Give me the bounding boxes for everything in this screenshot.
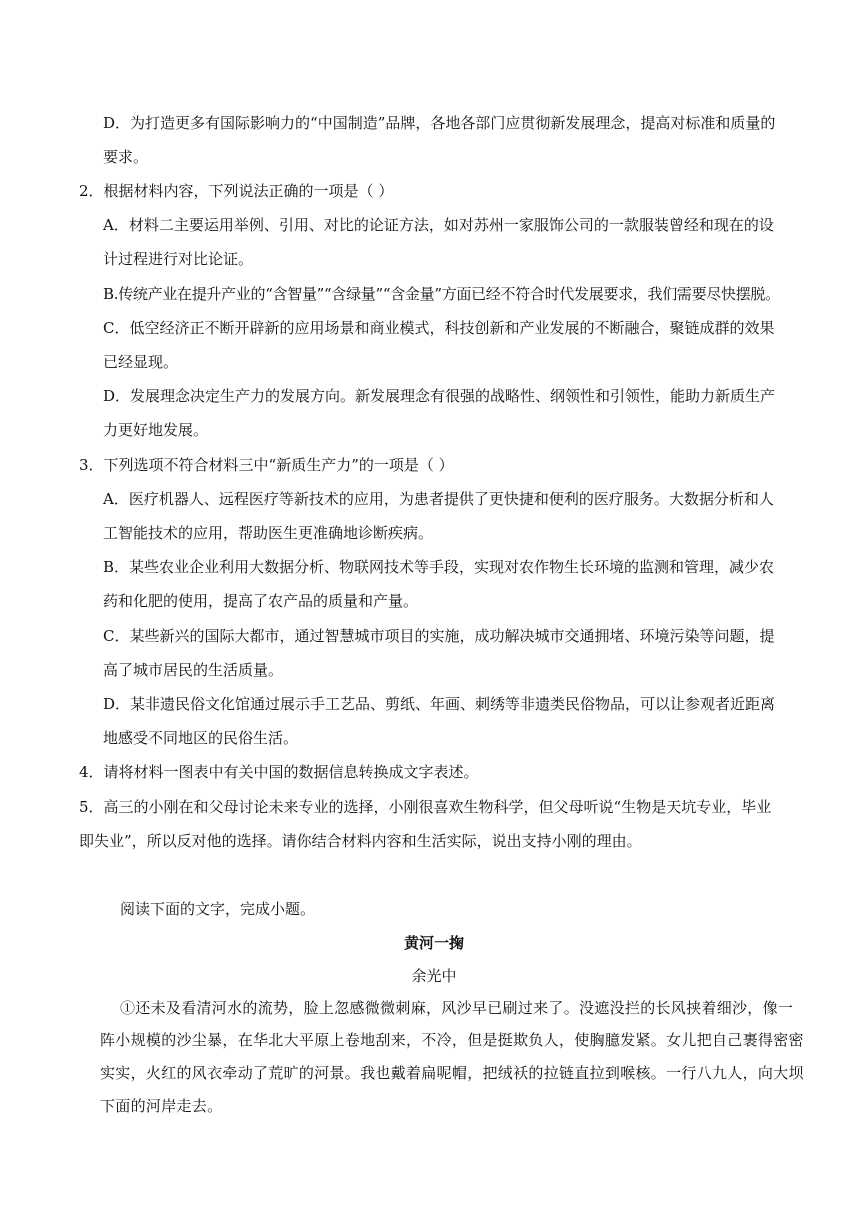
q2-option-d-line1: D．发展理念决定生产力的发展方向。新发展理念有很强的战略性、纲领性和引领性，能助力新质生产 <box>103 387 776 405</box>
essay-para1-line2: 阵小规模的沙尘暴，在华北大平原上卷地刮来，不冷，但是挺欺负人，使胸臆发紧。女儿把自己裹得密密 <box>100 1031 804 1049</box>
q2-option-a-line1: A．材料二主要运用举例、引用、对比的论证方法，如对苏州一家服饰公司的一款服装曾经和现在的设 <box>103 216 774 234</box>
q1-option-d-line2: 要求。 <box>103 148 149 166</box>
q3-option-d-line1: D．某非遗民俗文化馆通过展示手工艺品、剪纸、年画、刺绣等非遗类民俗物品，可以让参观者近距离 <box>103 695 776 713</box>
q3-stem: 3．下列选项不符合材料三中“新质生产力”的一项是（ ） <box>79 456 454 474</box>
q5-line2: 即失业”，所以反对他的选择。请你结合材料内容和生活实际，说出支持小刚的理由。 <box>79 832 642 850</box>
essay-para1-line3: 实实，火红的风衣牵动了荒旷的河景。我也戴着扁呢帽，把绒袄的拉链直拉到喉核。一行八九人，向大坝 <box>100 1064 804 1082</box>
q2-option-d-line2: 力更好地发展。 <box>103 421 209 439</box>
q3-option-a-line2: 工智能技术的应用，帮助医生更准确地诊断疾病。 <box>103 524 434 542</box>
q3-option-a-line1: A．医疗机器人、远程医疗等新技术的应用，为患者提供了更快捷和便利的医疗服务。大数据分析和人 <box>103 490 774 508</box>
q3-option-b-line2: 药和化肥的使用，提高了农产品的质量和产量。 <box>103 592 419 610</box>
essay-title: 黄河一掬 <box>403 934 464 952</box>
q2-option-c-line1: C．低空经济正不断开辟新的应用场景和商业模式，科技创新和产业发展的不断融合，聚链成群的效果 <box>103 319 775 337</box>
essay-author: 余光中 <box>411 967 457 985</box>
q4-stem: 4．请将材料一图表中有关中国的数据信息转换成文字表述。 <box>79 763 479 781</box>
q2-option-b-line1: B.传统产业在提升产业的“含智量”“含绿量”“含金量”方面已经不符合时代发展要求，我们需要尽快摆脱。 <box>103 285 780 303</box>
q5-line1: 5．高三的小刚在和父母讨论未来专业的选择，小刚很喜欢生物科学，但父母听说“生物是天坑专业，毕业 <box>79 798 772 816</box>
q1-option-d-line1: D．为打造更多有国际影响力的“中国制造”品牌，各地各部门应贯彻新发展理念，提高对标准和质量的 <box>103 114 776 132</box>
q2-stem: 2．根据材料内容，下列说法正确的一项是（ ） <box>79 182 394 200</box>
essay-para1-line4: 下面的河岸走去。 <box>100 1097 223 1115</box>
q2-option-c-line2: 已经显现。 <box>103 353 179 371</box>
essay-para1-line1: ①还未及看清河水的流势，脸上忽感微微刺麻，风沙早已刷过来了。没遮没拦的长风挟着细沙，像一 <box>120 999 794 1017</box>
q3-option-c-line1: C．某些新兴的国际大都市，通过智慧城市项目的实施，成功解决城市交通拥堵、环境污染等问题，提 <box>103 627 775 645</box>
q3-option-c-line2: 高了城市居民的生活质量。 <box>103 661 284 679</box>
reading-intro: 阅读下面的文字，完成小题。 <box>120 900 316 918</box>
q2-option-a-line2: 计过程进行对比论证。 <box>103 250 254 268</box>
q3-option-d-line2: 地感受不同地区的民俗生活。 <box>103 729 299 747</box>
q3-option-b-line1: B．某些农业企业利用大数据分析、物联网技术等手段，实现对农作物生长环境的监测和管理，减少农 <box>103 558 775 576</box>
